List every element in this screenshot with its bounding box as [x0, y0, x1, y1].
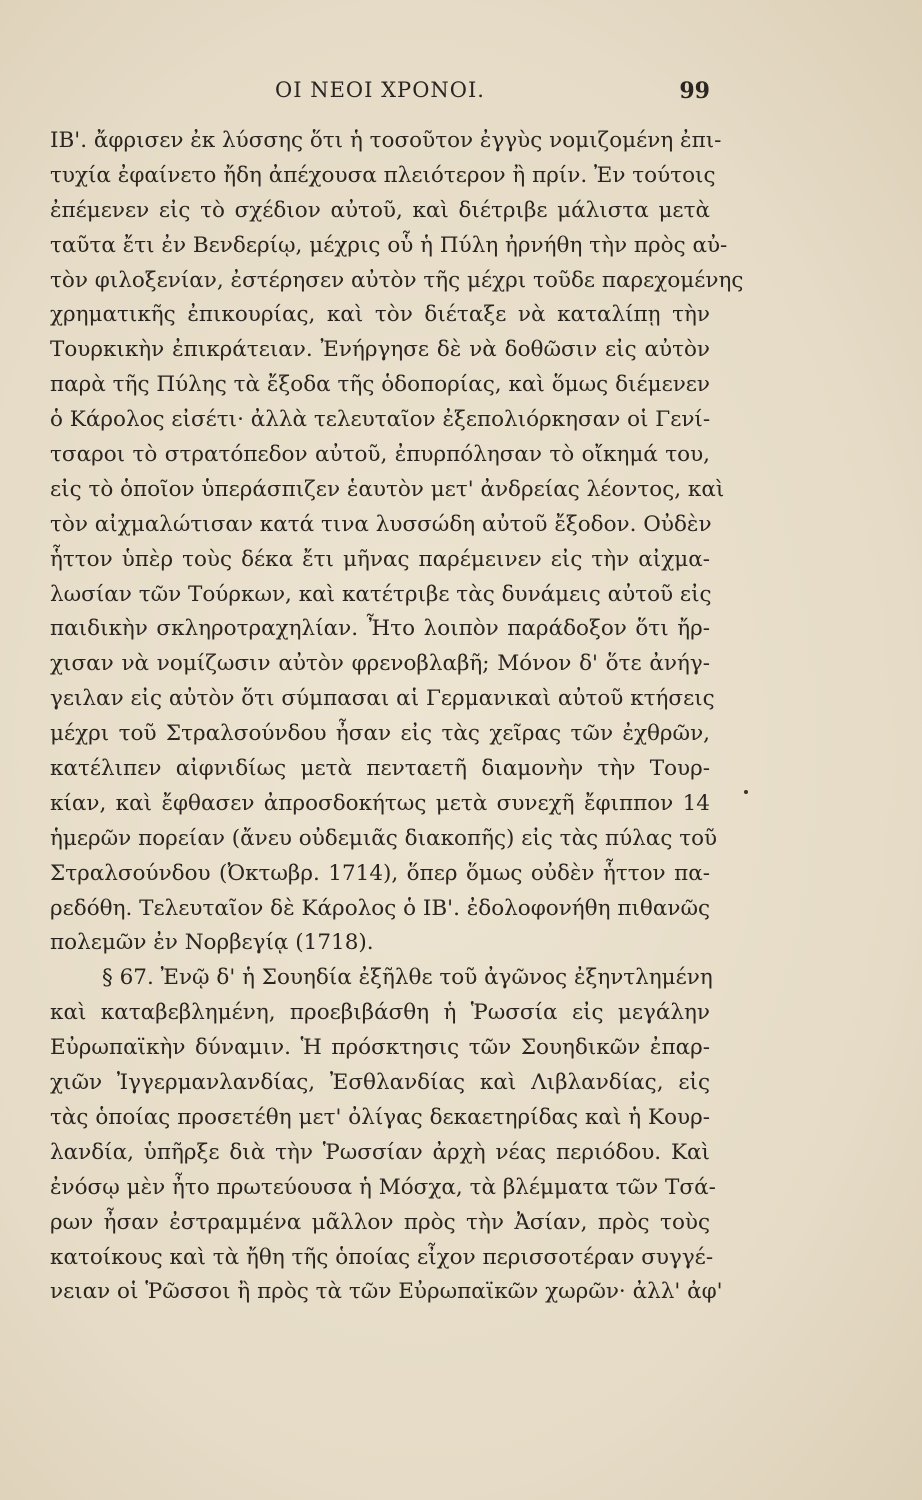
ink-speck — [744, 790, 748, 794]
text-line: ρων ἦσαν ἐστραμμένα μᾶλλον πρὸς τὴν Ἀσίαν, πρὸς τοὺς — [50, 1209, 710, 1235]
text-line: ἐπέμενεν εἰς τὸ σχέδιον αὐτοῦ, καὶ διέτριβε μάλιστα μετὰ — [50, 197, 710, 223]
text-line: ἡμερῶν πορείαν (ἄνευ οὐδεμιᾶς διακοπῆς) εἰς τὰς πύλας τοῦ — [50, 825, 718, 851]
text-line: νειαν οἱ Ῥῶσσοι ἢ πρὸς τὰ τῶν Εὐρωπαϊκῶν χωρῶν· ἀλλ' ἀφ' — [50, 1279, 723, 1305]
text-line: κατοίκους καὶ τὰ ἤθη τῆς ὁποίας εἶχον περισσοτέραν συγγέ- — [50, 1244, 714, 1270]
text-line: Εὐρωπαϊκὴν δύναμιν. Ἡ πρόσκτησις τῶν Σουηδικῶν ἐπαρ- — [50, 1035, 710, 1061]
section-start-line: § 67. Ἐνῷ δ' ἡ Σουηδία ἐξῆλθε τοῦ ἀγῶνος ἐξηντλημένη — [102, 965, 713, 991]
text-line: ἐνόσῳ μὲν ἦτο πρωτεύουσα ἡ Μόσχα, τὰ βλέμματα τῶν Τσά- — [50, 1174, 716, 1200]
page-header — [50, 78, 710, 108]
text-line: λανδία, ὑπῆρξε διὰ τὴν Ῥωσσίαν ἀρχὴ νέας περιόδου. Καὶ — [50, 1139, 710, 1165]
text-line: κίαν, καὶ ἔφθασεν ἀπροσδοκήτως μετὰ συνεχῆ ἔφιππον 14 — [50, 790, 710, 816]
text-line: τσαροι τὸ στρατόπεδον αὐτοῦ, ἐπυρπόλησαν τὸ οἴκημά του, — [50, 442, 710, 468]
text-line: χισαν νὰ νομίζωσιν αὐτὸν φρενοβλαβῆ; Μόνον δ' ὅτε ἀνήγ- — [50, 651, 710, 677]
text-line: ὁ Κάρολος εἰσέτι· ἀλλὰ τελευταῖον ἐξεπολιόρκησαν οἱ Γενί- — [50, 407, 711, 433]
text-line: ΙΒ'. ἄφρισεν ἐκ λύσσης ὅτι ἡ τοσοῦτον ἐγγὺς νομιζομένη ἐπι- — [50, 128, 722, 153]
text-line: κατέλιπεν αἰφνιδίως μετὰ πενταετῆ διαμονὴν τὴν Τουρ- — [50, 756, 710, 782]
page-number: 99 — [679, 78, 710, 104]
text-line: μέχρι τοῦ Στραλσούνδου ἦσαν εἰς τὰς χεῖρας τῶν ἐχθρῶν, — [50, 721, 710, 747]
text-line: τὸν αἰχμαλώτισαν κατά τινα λυσσώδη αὐτοῦ ἔξοδον. Οὐδὲν — [50, 511, 712, 537]
text-line: χιῶν Ἰγγερμανλανδίας, Ἐσθλανδίας καὶ Λιβλανδίας, εἰς — [50, 1070, 710, 1096]
text-line: εἰς τὸ ὁποῖον ὑπεράσπιζεν ἑαυτὸν μετ' ἀνδρείας λέοντος, καὶ — [50, 476, 725, 502]
text-line: Στραλσούνδου (Ὀκτωβρ. 1714), ὅπερ ὅμως οὐδὲν ἧττον πα- — [50, 860, 710, 886]
text-line: γειλαν εἰς αὐτὸν ὅτι σύμπασαι αἱ Γερμανικαὶ αὐτοῦ κτήσεις — [50, 686, 715, 712]
text-line: τὸν φιλοξενίαν, ἐστέρησεν αὐτὸν τῆς μέχρι τοῦδε παρεχομένης — [50, 267, 744, 293]
text-line: ἧττον ὑπὲρ τοὺς δέκα ἔτι μῆνας παρέμεινεν εἰς τὴν αἰχμα- — [50, 546, 710, 572]
text-line: τυχία ἐφαίνετο ἤδη ἀπέχουσα πλειότερον ἢ πρίν. Ἐν τούτοις — [50, 162, 716, 188]
text-line: ρεδόθη. Τελευταῖον δὲ Κάρολος ὁ ΙΒ'. ἐδολοφονήθη πιθανῶς — [50, 895, 711, 921]
running-title: ΟΙ ΝΕΟΙ ΧΡΟΝΟΙ. — [275, 78, 485, 102]
text-line: λωσίαν τῶν Τούρκων, καὶ κατέτριβε τὰς δυνάμεις αὐτοῦ εἰς — [50, 581, 712, 607]
text-line: παιδικὴν σκληροτραχηλίαν. Ἦτο λοιπὸν παράδοξον ὅτι ἤρ- — [50, 616, 710, 642]
text-line: ταῦτα ἔτι ἐν Βενδερίῳ, μέχρις οὗ ἡ Πύλη ἠρνήθη τὴν πρὸς αὐ- — [50, 232, 728, 258]
text-line: χρηματικῆς ἐπικουρίας, καὶ τὸν διέταξε νὰ καταλίπῃ τὴν — [50, 302, 710, 328]
text-line: παρὰ τῆς Πύλης τὰ ἔξοδα τῆς ὁδοπορίας, καὶ ὅμως διέμενεν — [50, 372, 710, 398]
text-line: πολεμῶν ἐν Νορβεγίᾳ (1718). — [50, 930, 374, 956]
text-line: τὰς ὁποίας προσετέθη μετ' ὀλίγας δεκαετηρίδας καὶ ἡ Κουρ- — [50, 1104, 710, 1130]
body-text — [50, 124, 744, 1310]
text-line: καὶ καταβεβλημένη, προεβιβάσθη ἡ Ῥωσσία εἰς μεγάλην — [50, 1000, 710, 1026]
text-line: Τουρκικὴν ἐπικράτειαν. Ἐνήργησε δὲ νὰ δοθῶσιν εἰς αὐτὸν — [50, 337, 710, 363]
